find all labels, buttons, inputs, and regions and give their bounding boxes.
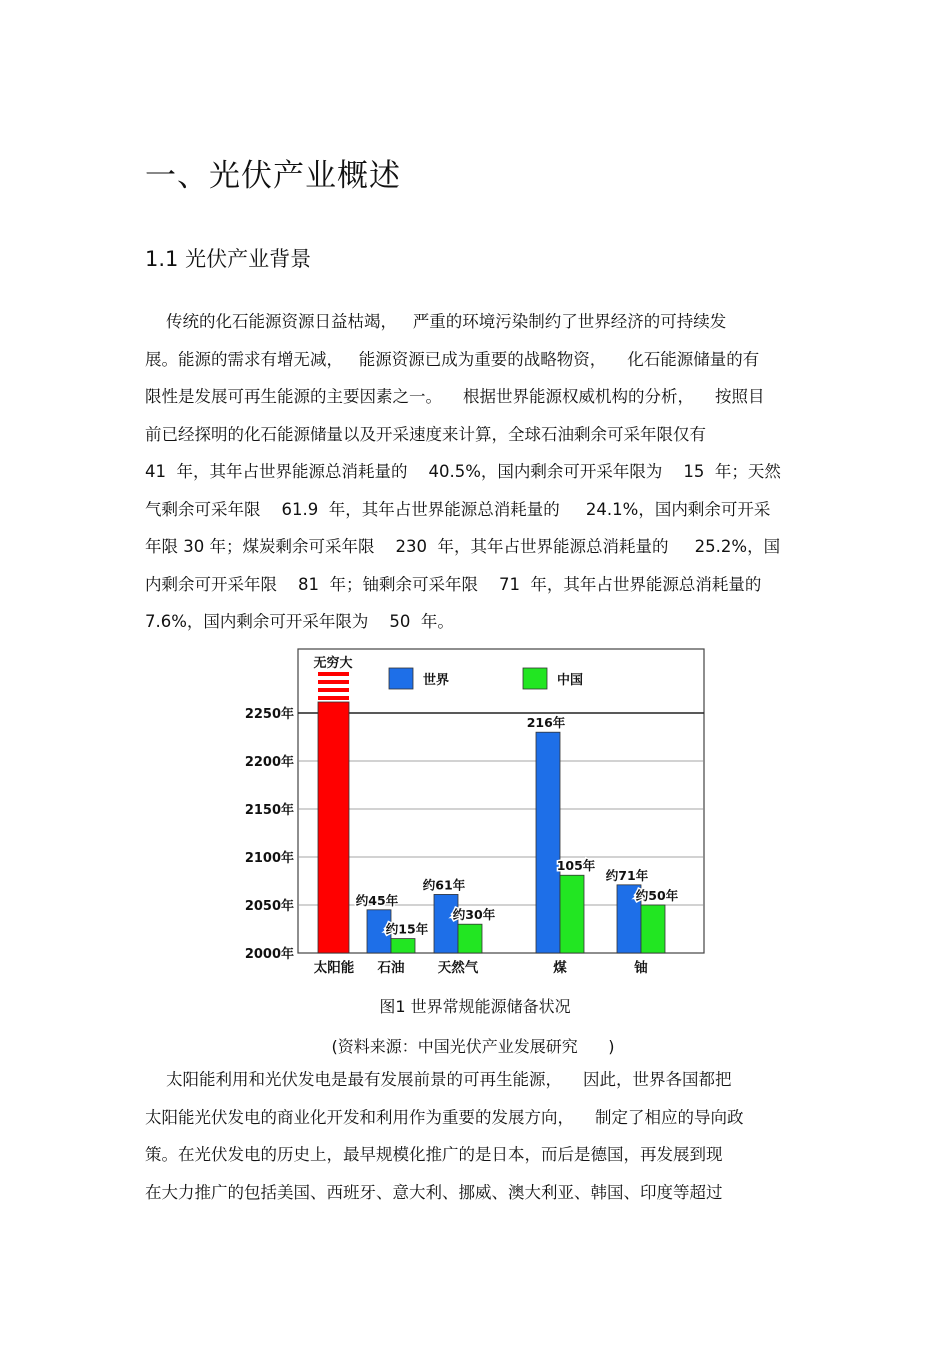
text-line: 策。在光伏发电的历史上，最早规模化推广的是日本，而后是德国，再发展到现 [145,1145,723,1164]
figure-source: (资料来源：中国光伏产业发展研究 ) [331,1037,615,1056]
text-line: 41 年，其年占世界能源总消耗量的 40.5%，国内剩余可开采年限为 15 年；天然 [145,462,781,481]
y-tick-label: 2050年 [244,899,294,914]
text-line: 限性是发展可再生能源的主要因素之一。 根据世界能源权威机构的分析， 按照目 [145,387,765,406]
legend-label-world: 世界 [423,673,450,688]
body-paragraph [145,1061,743,1211]
x-tick-label: 煤 [553,960,567,976]
subsection-title: 1.1 光伏产业背景 [145,247,312,271]
text-line: 传统的化石能源资源日益枯竭， 严重的环境污染制约了世界经济的可持续发 [145,312,727,331]
bar-solar-stripe [318,672,349,676]
x-tick-label: 石油 [377,960,405,976]
y-tick-label: 2000年 [244,947,294,962]
y-tick-label: 2100年 [244,851,294,866]
intro-paragraph [145,303,781,641]
bar-value-label: 约61年 [422,877,466,893]
y-tick-label: 2150年 [244,803,294,818]
energy-reserve-chart [226,646,710,978]
section-title: 一、光伏产业概述 [145,158,401,194]
bar-value-label: 约30年 [452,907,496,923]
bar-value-label: 约45年 [355,892,399,908]
bar-china [641,905,665,953]
bar-solar [318,702,349,953]
bar-value-label: 约71年 [605,867,649,883]
bar-world [536,732,560,953]
text-line: 展。能源的需求有增无减， 能源资源已成为重要的战略物资， 化石能源储量的有 [145,349,760,369]
figure-caption: 图1 世界常规能源储备状况 [379,997,571,1016]
x-tick-label: 天然气 [437,960,479,976]
bar-china [560,875,584,953]
bar-world [434,894,458,953]
text-line: 前已经探明的化石能源储量以及开采速度来计算，全球石油剩余可采年限仅有 [145,424,706,444]
y-tick-label: 2250年 [244,707,294,722]
text-line: 太阳能利用和光伏发电是最有发展前景的可再生能源， 因此，世界各国都把 [145,1070,732,1089]
text-line: 7.6%，国内剩余可开采年限为 50 年。 [145,612,454,631]
bar-solar-stripe [318,696,349,700]
bar-china [458,924,482,953]
bar-value-label: 105年 [556,858,596,874]
text-line: 气剩余可采年限 61.9 年，其年占世界能源总消耗量的 24.1%，国内剩余可开采 [145,499,771,519]
bar-china [391,939,415,953]
bar-value-label: 216年 [526,715,566,731]
text-line: 太阳能光伏发电的商业化开发和利用作为重要的发展方向， 制定了相应的导向政 [145,1107,744,1127]
bar-solar-stripe [318,688,349,692]
text-line: 年限 30 年；煤炭剩余可采年限 230 年，其年占世界能源总消耗量的 25.2%，国 [145,537,781,556]
y-tick-label: 2200年 [244,755,294,770]
text-line: 内剩余可开采年限 81 年；铀剩余可采年限 71 年，其年占世界能源总消耗量的 [145,574,762,594]
legend-swatch-china [523,668,547,689]
legend-label-china: 中国 [557,673,584,688]
text-line: 在大力推广的包括美国、西班牙、意大利、挪威、澳大利亚、韩国、印度等超过 [145,1182,723,1202]
x-tick-label: 太阳能 [313,960,355,976]
bar-label-solar: 无穷大 [313,656,353,671]
bar-value-label: 约15年 [385,921,429,937]
bar-solar-stripe [318,680,349,684]
bar-value-label: 约50年 [635,888,679,903]
legend-swatch-world [389,668,413,689]
x-tick-label: 铀 [634,960,648,976]
